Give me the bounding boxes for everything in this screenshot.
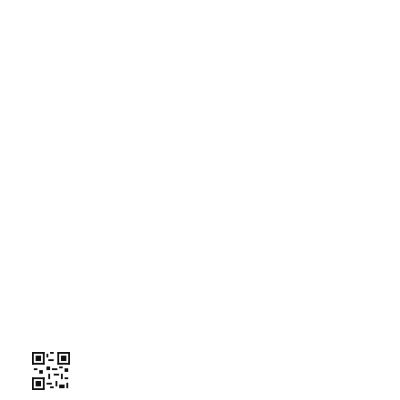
qr-code-icon[interactable]: [32, 352, 70, 390]
analysis-report: [18, 0, 380, 400]
